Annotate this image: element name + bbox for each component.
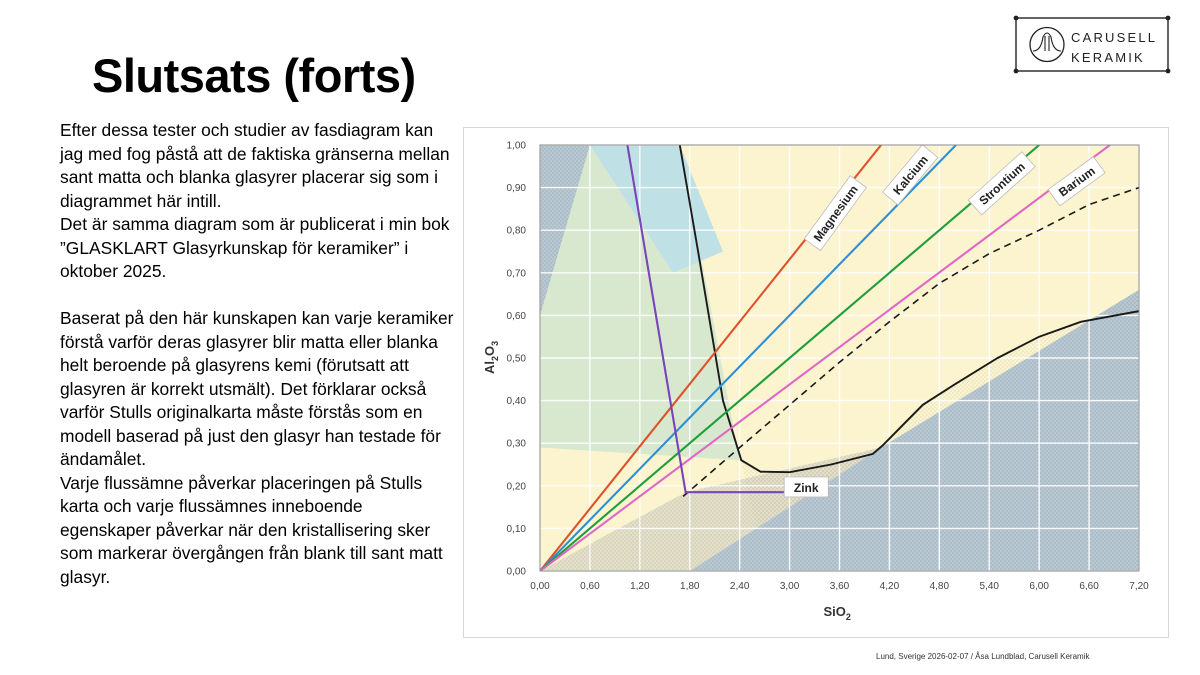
x-tick-label: 0,60: [580, 581, 600, 592]
x-tick-label: 4,20: [879, 581, 900, 592]
x-tick-label: 1,20: [630, 581, 650, 592]
x-tick-label: 7,20: [1129, 581, 1149, 592]
x-tick-label: 6,60: [1079, 581, 1099, 592]
x-tick-label: 3,60: [829, 581, 850, 592]
footer-credit: Lund, Sverige 2026-02-07 / Åsa Lundblad, Carusell Keramik: [876, 652, 1090, 661]
logo-text: [1071, 28, 1157, 68]
label-text: Magnesium: [810, 182, 861, 245]
chart-svg: [464, 128, 1168, 637]
x-tick-label: 5,40: [979, 581, 999, 592]
y-tick-label: 0,40: [506, 396, 526, 408]
y-axis-title: $Al_2O_3$: [482, 340, 500, 374]
logo-line-1: CARUSELL: [1071, 30, 1158, 45]
label-text: Kalcium: [890, 152, 931, 198]
x-tick-label: 6,00: [1029, 581, 1049, 592]
paragraph-1: Efter dessa tester och studier av fasdiagram kan jag med fog påstå att de faktiska gränserna mellan sant matta och blanka glasyrer placerar sig som i diagrammet här intill.: [60, 120, 450, 211]
series-label-zink: [784, 477, 828, 497]
x-tick-label: 1,80: [680, 581, 700, 592]
y-tick-label: 0,50: [506, 353, 526, 365]
label-text: Zink: [793, 480, 819, 495]
y-tick-label: 0,60: [506, 310, 526, 322]
y-tick-label: 0,10: [506, 523, 526, 535]
x-tick-label: 0,00: [530, 581, 550, 592]
slide-title: Slutsats (forts): [92, 49, 416, 102]
label-text: Strontium: [976, 159, 1028, 208]
y-tick-label: 0,80: [506, 225, 526, 237]
y-tick-label: 0,70: [506, 268, 526, 280]
body-text: [60, 119, 455, 589]
x-tick-label: 2,40: [729, 581, 750, 592]
y-tick-label: 0,00: [506, 566, 526, 578]
paragraph-gap: [60, 284, 455, 308]
y-tick-label: 0,30: [506, 438, 526, 450]
label-text: Barium: [1056, 163, 1098, 200]
y-tick-label: 1,00: [506, 140, 526, 152]
paragraph-3: Baserat på den här kunskapen kan varje keramiker förstå varför deras glasyrer blir matta eller blanka helt beroende på glasyrens kemi (förutsatt att glasyren är korrekt utsmält). Det förklarar också varför Stulls originalkarta måste förstås som en modell baserad på just den glasyr han testade för ändamålet.: [60, 308, 454, 469]
logo-line-2: KERAMIK: [1071, 50, 1145, 65]
stull-chart: [463, 127, 1169, 638]
y-tick-label: 0,90: [506, 183, 526, 195]
x-tick-label: 3,00: [779, 581, 800, 592]
x-axis-title: SiO$_2$: [823, 604, 851, 622]
paragraph-2: Det är samma diagram som är publicerat i min bok ”GLASKLART Glasyrkunskap för keramiker” i oktober 2025.: [60, 214, 450, 281]
y-tick-label: 0,20: [506, 481, 526, 493]
paragraph-4: Varje flussämne påverkar placeringen på Stulls karta och varje flussämnes inneboende egenskaper påverkar när den kristallisering sker som markerar övergången från blank till sant matt glasyr.: [60, 472, 443, 587]
x-tick-label: 4,80: [929, 581, 950, 592]
